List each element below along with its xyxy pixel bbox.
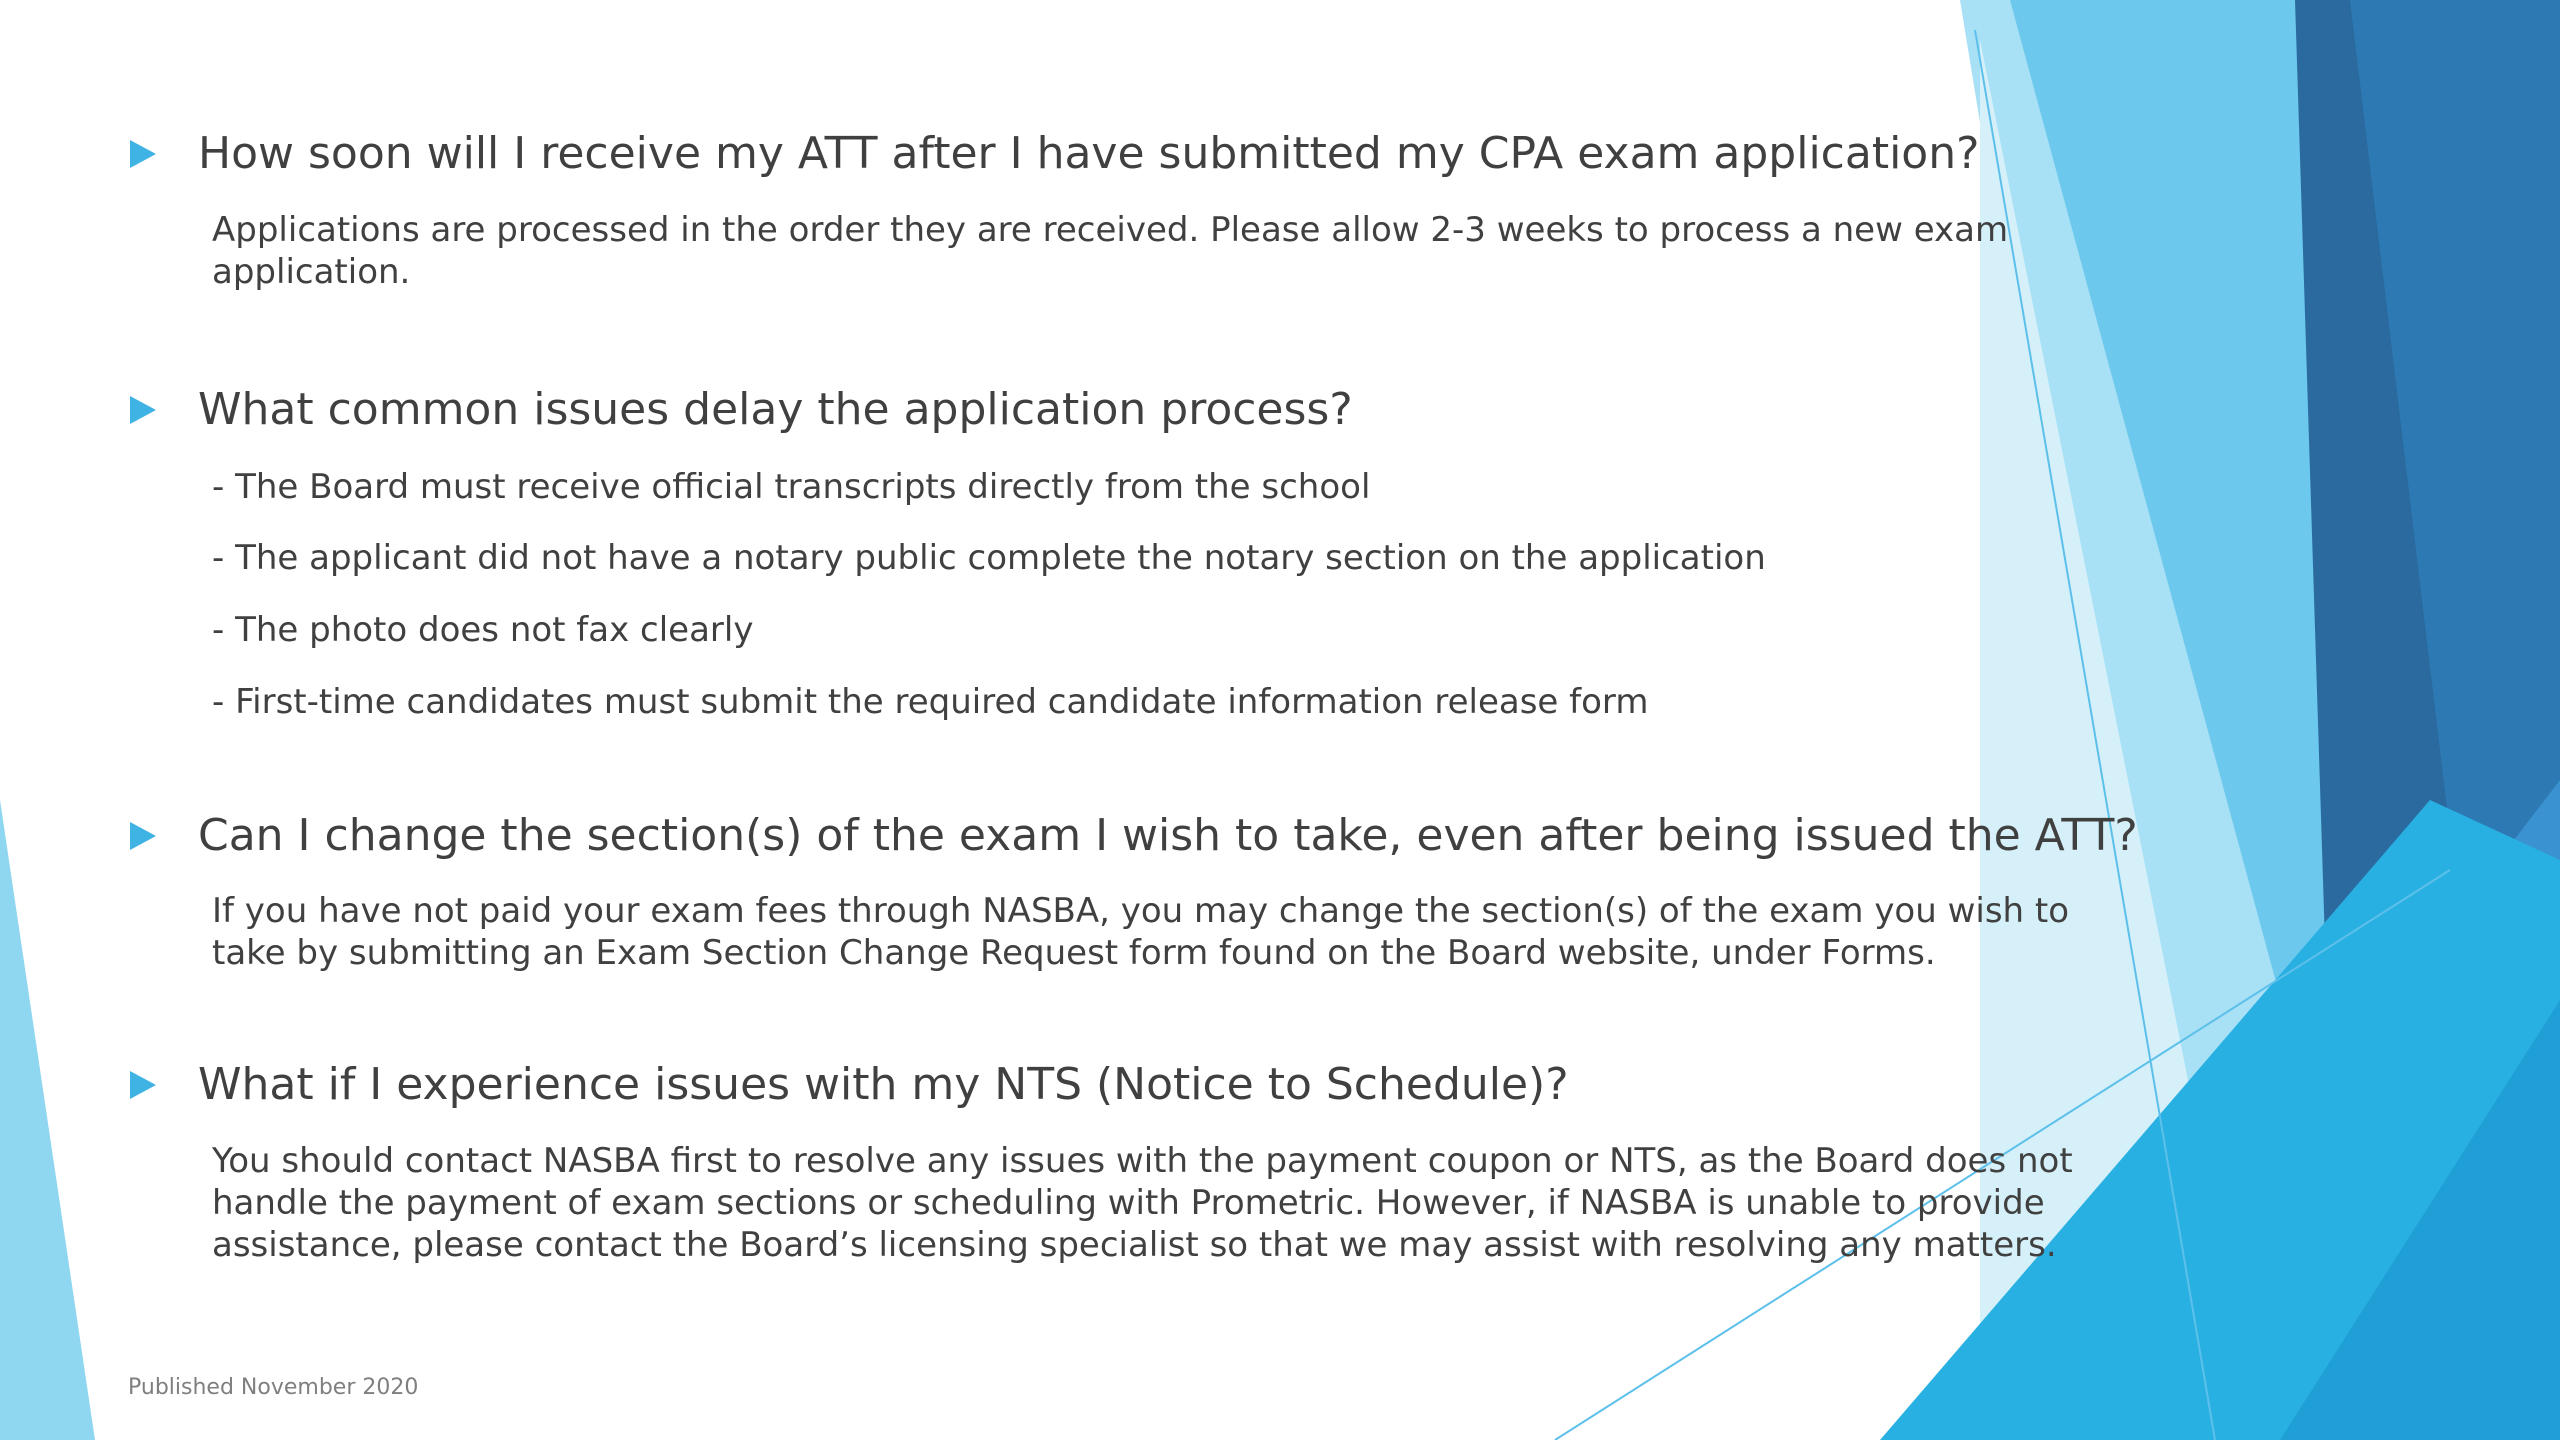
faq-answer-2-item: - The applicant did not have a notary public complete the notary section on the application [212,538,1766,578]
faq-answer-2-item: - The photo does not fax clearly [212,610,754,650]
triangle-bullet-icon [130,822,156,850]
faq-question-3 [130,808,2138,864]
faq-question-1 [130,126,1979,182]
question-text: What if I experience issues with my NTS (Notice to Schedule)? [198,1059,1569,1110]
published-date: Published November 2020 [128,1375,419,1400]
question-text: Can I change the section(s) of the exam I wish to take, even after being issued the ATT? [198,810,2138,861]
question-text: What common issues delay the application process? [198,384,1353,435]
faq-answer-2-item: - The Board must receive official transcripts directly from the school [212,467,1371,507]
triangle-bullet-icon [130,140,156,168]
triangle-bullet-icon [130,396,156,424]
faq-answer-3: If you have not paid your exam fees through NASBA, you may change the section(s) of the exam you wish to take by submitting an Exam Section Change Request form found on the Board website, under Forms. [212,891,2070,973]
faq-question-2 [130,382,1353,438]
question-text: How soon will I receive my ATT after I have submitted my CPA exam application? [198,128,1980,179]
triangle-bullet-icon [130,1071,156,1099]
faq-answer-4: You should contact NASBA first to resolve any issues with the payment coupon or NTS, as the Board does not handle the payment of exam sections or scheduling with Prometric. However, if NASBA is unable to provide assistance, please contact the Board’s licensing specialist so that we may assist with resolving any matters. [212,1141,2073,1265]
faq-question-4 [130,1057,1569,1113]
faq-answer-1: Applications are processed in the order they are received. Please allow 2-3 weeks to process a new exam application. [212,210,2009,292]
faq-answer-2-item: - First-time candidates must submit the required candidate information release form [212,682,1649,722]
